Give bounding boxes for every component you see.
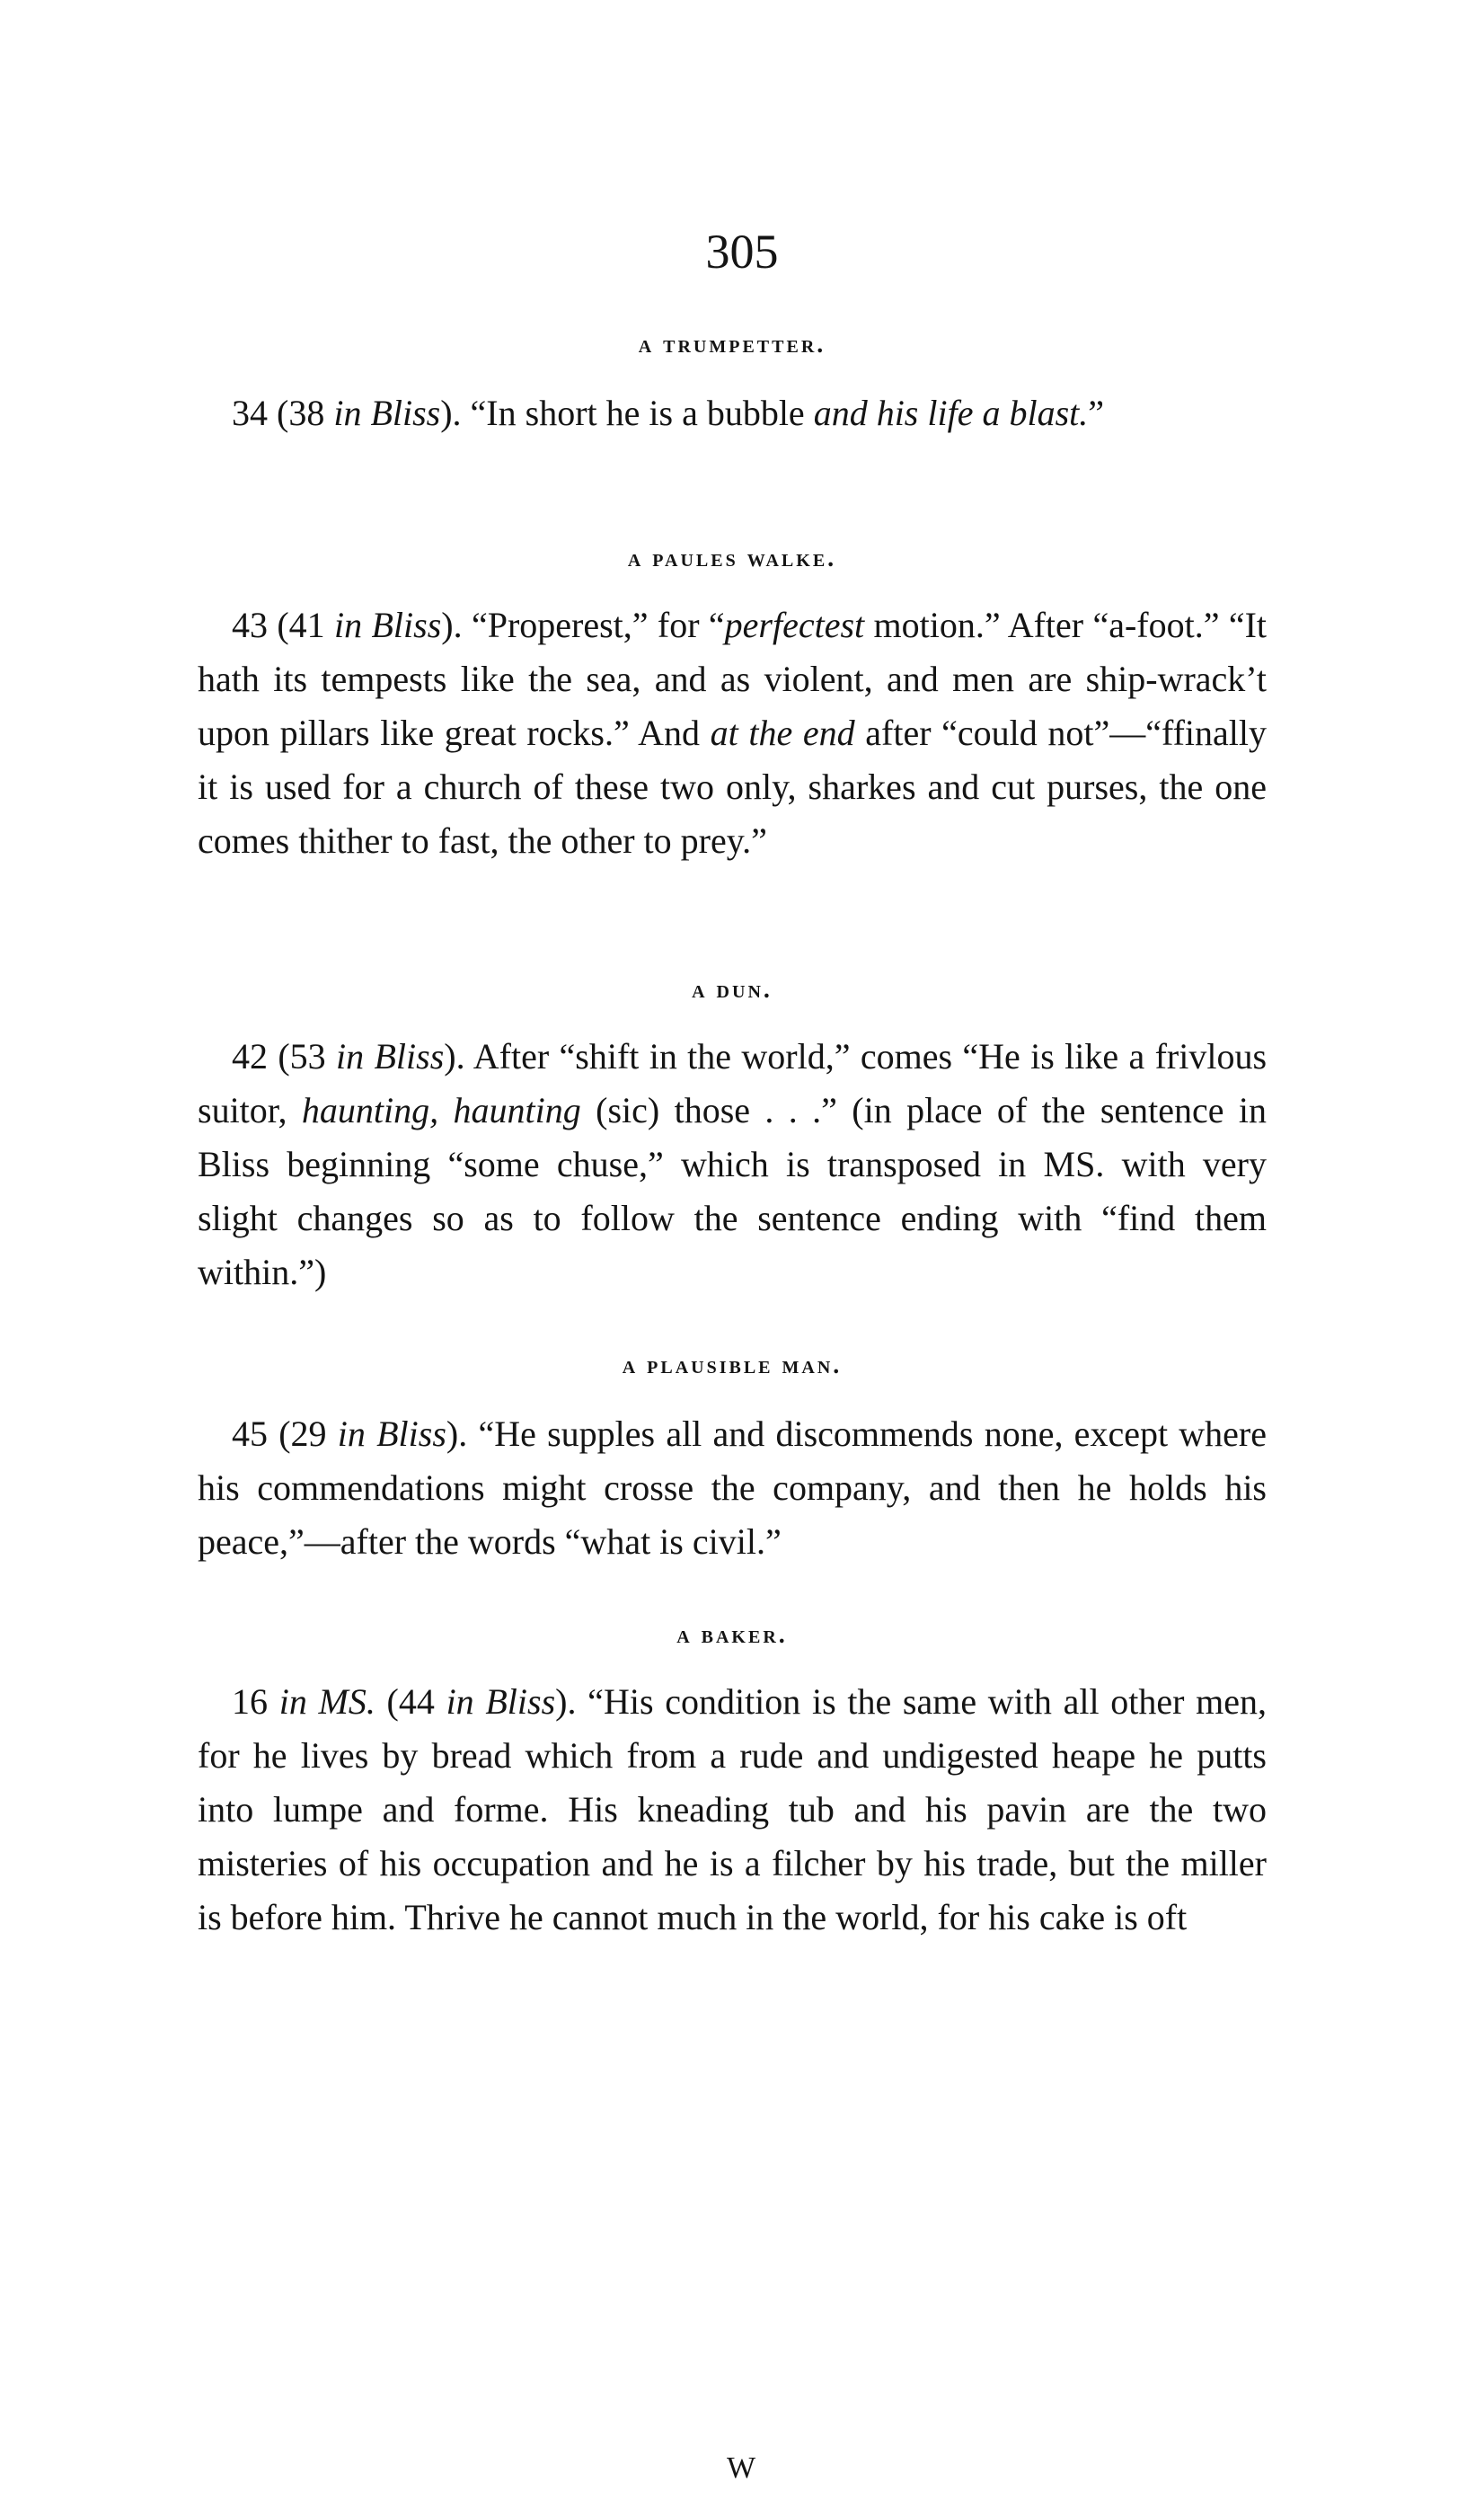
heading-dun: a dun. — [692, 976, 773, 1004]
text-run: ). “He supples all and discommends none, except where his commendations might crosse the company, and then he holds his peace,”—after the words “what is civil.” — [198, 1414, 1268, 1562]
text-run: 34 (38 — [232, 393, 334, 433]
text-run: (sic) those . . .” (in place of the sentence in Bliss beginning “some chuse,” which is transposed in MS. with very slight changes so as to follow the sentence ending with “find them within.”) — [198, 1090, 1268, 1292]
italic-text-run: at the end — [710, 713, 855, 753]
italic-text-run: in Bliss — [337, 1414, 446, 1454]
paragraph-dun — [198, 1030, 1267, 1299]
paragraph-baker — [198, 1675, 1267, 1945]
heading-trumpetter: a trumpetter. — [638, 331, 826, 359]
italic-text-run: in Bliss — [333, 393, 441, 433]
heading-plausible-man: a plausible man. — [622, 1351, 843, 1379]
text-run: ” — [1088, 393, 1105, 433]
italic-text-run: and his life a blast. — [813, 393, 1089, 433]
italic-text-run: in Bliss — [446, 1681, 556, 1722]
paragraph-paules-walke — [198, 598, 1267, 868]
page-number: 305 — [705, 225, 779, 279]
text-run: 45 (29 — [232, 1414, 338, 1454]
text-run: after “could not”—“ffinally it is used for a church of these two only, sharkes and cut purses, the one comes thither to fast, the other to prey.” — [198, 713, 1268, 861]
text-run: 43 (41 — [232, 605, 335, 645]
text-run: 42 (53 — [232, 1036, 337, 1077]
text-run: ). After “shift in the world,” comes “He is like a frivlous suitor, — [198, 1036, 1268, 1130]
signature-mark: W — [726, 2451, 758, 2485]
italic-text-run: in MS. — [278, 1681, 375, 1722]
paragraph-trumpetter — [198, 386, 1267, 440]
italic-text-run: perfectest — [724, 605, 865, 645]
text-run: motion.” After “a-foot.” “It hath its tempests like the sea, and as violent, and men are ship-wrack’t upon pillars like great rocks.” And — [198, 605, 1268, 753]
heading-paules-walke: a paules walke. — [627, 545, 837, 572]
heading-baker: a baker. — [676, 1621, 788, 1649]
paragraph-plausible-man — [198, 1407, 1267, 1569]
text-run: (44 — [375, 1681, 446, 1722]
italic-text-run: in Bliss — [336, 1036, 445, 1077]
text-run: 16 — [232, 1681, 279, 1722]
text-run: ). “Properest,” for “ — [441, 605, 725, 645]
text-run: ). “His condition is the same with all other men, for he lives by bread which from a rude and undigested heape he putts into lumpe and forme. His kneading tub and his pavin are the two misteries of his occupation and he is a filcher by his trade, but the miller is before him. Thrive he cannot much in the world, for his cake is oft — [198, 1681, 1268, 1937]
italic-text-run: in Bliss — [334, 605, 442, 645]
italic-text-run: haunting, haunting — [301, 1090, 581, 1130]
text-run: ). “In short he is a bubble — [440, 393, 814, 433]
